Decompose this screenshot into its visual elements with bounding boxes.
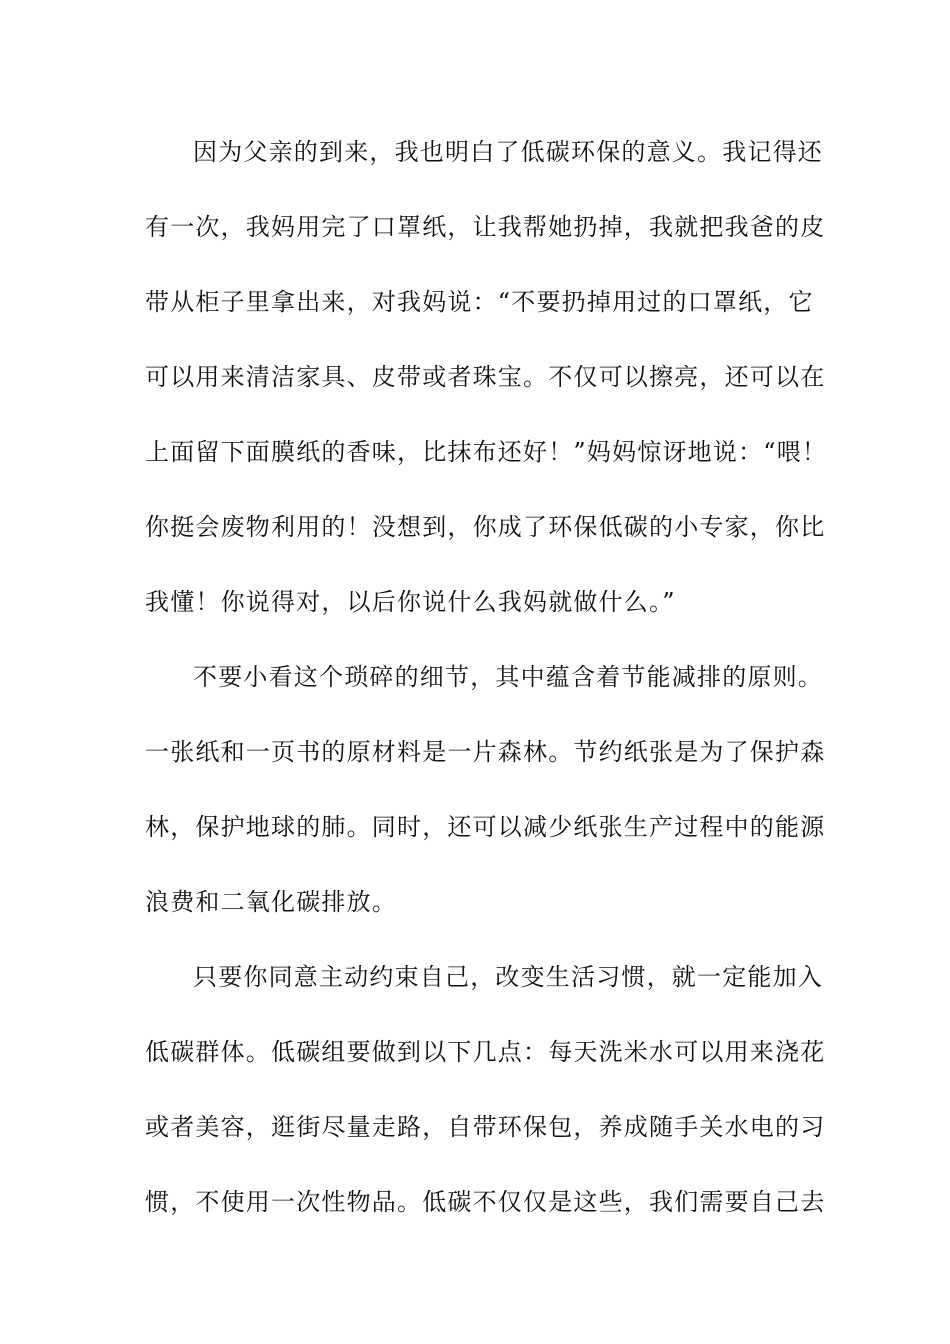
- paragraph-line: 可以用来清洁家具、皮带或者珠宝。不仅可以擦亮，还可以在: [145, 363, 826, 391]
- paragraph-line: 惯，不使用一次性物品。低碳不仅仅是这些，我们需要自己去: [145, 1188, 826, 1216]
- paragraph-line: 浪费和二氧化碳排放。: [145, 888, 397, 916]
- paragraph-line: 一张纸和一页书的原材料是一片森林。节约纸张是为了保护森: [145, 738, 826, 766]
- paragraph-line: 你挺会废物利用的！没想到，你成了环保低碳的小专家，你比: [145, 513, 826, 541]
- paragraph-line: 我懂！你说得对，以后你说什么我妈就做什么。”: [145, 588, 676, 616]
- paragraph-line: 低碳群体。低碳组要做到以下几点：每天洗米水可以用来浇花: [145, 1038, 826, 1066]
- paragraph-line: 只要你同意主动约束自己，改变生活习惯，就一定能加入: [193, 963, 823, 991]
- paragraph-line: 林，保护地球的肺。同时，还可以减少纸张生产过程中的能源: [145, 813, 826, 841]
- paragraph-line: 因为父亲的到来，我也明白了低碳环保的意义。我记得还: [193, 138, 823, 166]
- paragraph-line: 不要小看这个琐碎的细节，其中蕴含着节能减排的原则。: [193, 663, 823, 691]
- paragraph-line: 上面留下面膜纸的香味，比抹布还好！”妈妈惊讶地说：“喂！: [145, 438, 828, 466]
- paragraph-line: 有一次，我妈用完了口罩纸，让我帮她扔掉，我就把我爸的皮: [145, 213, 826, 241]
- paragraph-line: 带从柜子里拿出来，对我妈说：“不要扔掉用过的口罩纸，它: [145, 288, 814, 316]
- paragraph-line: 或者美容，逛街尽量走路，自带环保包，养成随手关水电的习: [145, 1113, 826, 1141]
